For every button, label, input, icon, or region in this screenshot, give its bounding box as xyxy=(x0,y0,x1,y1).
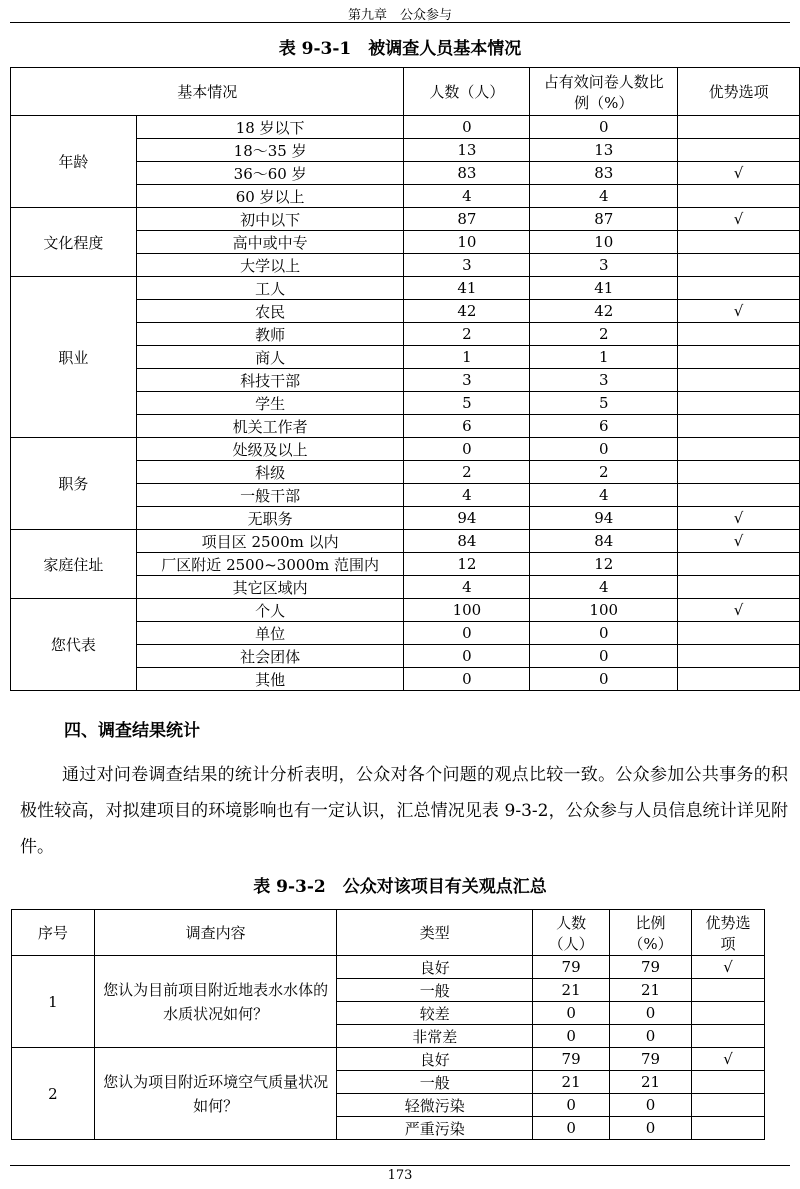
pct-cell: 2 xyxy=(530,323,678,346)
item-cell: 18 岁以下 xyxy=(136,116,404,139)
pct-cell: 0 xyxy=(530,116,678,139)
pct-cell: 100 xyxy=(530,599,678,622)
item-cell: 60 岁以上 xyxy=(136,185,404,208)
group-label: 文化程度 xyxy=(11,208,137,277)
count-cell: 79 xyxy=(533,1048,610,1071)
advantage-cell xyxy=(678,576,800,599)
pct-cell: 6 xyxy=(530,415,678,438)
count-cell: 0 xyxy=(404,668,530,691)
count-cell: 6 xyxy=(404,415,530,438)
question-number: 1 xyxy=(12,956,95,1048)
type-cell: 良好 xyxy=(337,956,533,979)
header-rule xyxy=(10,22,790,23)
count-cell: 2 xyxy=(404,461,530,484)
running-header: 第九章 公众参与 xyxy=(347,8,452,23)
item-cell: 社会团体 xyxy=(136,645,404,668)
pct-cell: 12 xyxy=(530,553,678,576)
item-cell: 项目区 2500m 以内 xyxy=(136,530,404,553)
item-cell: 农民 xyxy=(136,300,404,323)
pct-cell: 1 xyxy=(530,346,678,369)
item-cell: 科级 xyxy=(136,461,404,484)
item-cell: 高中或中专 xyxy=(136,231,404,254)
item-cell: 厂区附近 2500~3000m 范围内 xyxy=(136,553,404,576)
item-cell: 科技干部 xyxy=(136,369,404,392)
advantage-cell: √ xyxy=(692,1048,765,1071)
advantage-cell xyxy=(678,139,800,162)
question-content: 您认为项目附近环境空气质量状况如何？ xyxy=(94,1048,337,1140)
page-number: 173 xyxy=(387,1168,413,1183)
count-cell: 2 xyxy=(404,323,530,346)
question-number: 2 xyxy=(12,1048,95,1140)
count-cell: 3 xyxy=(404,369,530,392)
advantage-cell xyxy=(692,979,765,1002)
pct-cell: 79 xyxy=(610,956,692,979)
item-cell: 学生 xyxy=(136,392,404,415)
pct-cell: 0 xyxy=(610,1025,692,1048)
group-label: 家庭住址 xyxy=(11,530,137,599)
table2-body xyxy=(12,956,765,1140)
type-cell: 良好 xyxy=(337,1048,533,1071)
count-cell: 42 xyxy=(404,300,530,323)
pct-cell: 84 xyxy=(530,530,678,553)
item-cell: 处级及以上 xyxy=(136,438,404,461)
type-cell: 非常差 xyxy=(337,1025,533,1048)
count-cell: 41 xyxy=(404,277,530,300)
advantage-cell xyxy=(678,622,800,645)
count-cell: 83 xyxy=(404,162,530,185)
item-cell: 个人 xyxy=(136,599,404,622)
pct-cell: 3 xyxy=(530,369,678,392)
count-cell: 4 xyxy=(404,185,530,208)
table-row xyxy=(11,208,800,231)
advantage-cell xyxy=(678,438,800,461)
count-cell: 79 xyxy=(533,956,610,979)
item-cell: 其它区域内 xyxy=(136,576,404,599)
pct-cell: 10 xyxy=(530,231,678,254)
table2-header-content: 调查内容 xyxy=(94,910,337,956)
table2-header-no: 序号 xyxy=(12,910,95,956)
table1 xyxy=(10,67,800,691)
pct-cell: 0 xyxy=(610,1002,692,1025)
pct-cell: 42 xyxy=(530,300,678,323)
pct-cell: 0 xyxy=(530,668,678,691)
advantage-cell xyxy=(692,1002,765,1025)
table-row xyxy=(12,956,765,979)
pct-cell: 79 xyxy=(610,1048,692,1071)
item-cell: 36～60 岁 xyxy=(136,162,404,185)
count-cell: 5 xyxy=(404,392,530,415)
advantage-cell xyxy=(678,231,800,254)
pct-cell: 41 xyxy=(530,277,678,300)
table2 xyxy=(11,909,765,1140)
advantage-cell xyxy=(678,392,800,415)
pct-cell: 13 xyxy=(530,139,678,162)
question-content: 您认为目前项目附近地表水水体的水质状况如何？ xyxy=(94,956,337,1048)
count-cell: 0 xyxy=(404,645,530,668)
count-cell: 94 xyxy=(404,507,530,530)
footer-rule xyxy=(10,1165,790,1166)
advantage-cell xyxy=(692,1071,765,1094)
advantage-cell: √ xyxy=(678,530,800,553)
item-cell: 商人 xyxy=(136,346,404,369)
advantage-cell xyxy=(678,116,800,139)
advantage-cell: √ xyxy=(678,208,800,231)
table1-header-pct: 占有效问卷人数比例（%） xyxy=(530,68,678,116)
pct-cell: 21 xyxy=(610,1071,692,1094)
advantage-cell xyxy=(692,1094,765,1117)
pct-cell: 4 xyxy=(530,576,678,599)
group-label: 职业 xyxy=(11,277,137,438)
item-cell: 教师 xyxy=(136,323,404,346)
item-cell: 无职务 xyxy=(136,507,404,530)
count-cell: 1 xyxy=(404,346,530,369)
count-cell: 4 xyxy=(404,576,530,599)
group-label: 年龄 xyxy=(11,116,137,208)
pct-cell: 5 xyxy=(530,392,678,415)
advantage-cell xyxy=(692,1117,765,1140)
count-cell: 0 xyxy=(533,1002,610,1025)
type-cell: 一般 xyxy=(337,979,533,1002)
advantage-cell xyxy=(678,484,800,507)
pct-cell: 83 xyxy=(530,162,678,185)
advantage-cell: √ xyxy=(678,599,800,622)
group-label: 职务 xyxy=(11,438,137,530)
pct-cell: 4 xyxy=(530,484,678,507)
item-cell: 其他 xyxy=(136,668,404,691)
type-cell: 较差 xyxy=(337,1002,533,1025)
table-row xyxy=(11,599,800,622)
body-paragraph: 通过对问卷调查结果的统计分析表明，公众对各个问题的观点比较一致。公众参加公共事务的积极性较高，对拟建项目的环境影响也有一定认识，汇总情况见表 9-3-2，公众参与人员信息统计详见附件。 xyxy=(20,765,788,857)
table2-caption: 表 9-3-2 公众对该项目有关观点汇总 xyxy=(253,877,547,897)
table1-header-count: 人数（人） xyxy=(404,68,530,116)
count-cell: 100 xyxy=(404,599,530,622)
pct-cell: 0 xyxy=(530,438,678,461)
pct-cell: 0 xyxy=(610,1094,692,1117)
count-cell: 12 xyxy=(404,553,530,576)
item-cell: 工人 xyxy=(136,277,404,300)
count-cell: 0 xyxy=(533,1117,610,1140)
table-row xyxy=(11,530,800,553)
table2-header-adv: 优势选项 xyxy=(692,910,765,956)
advantage-cell: √ xyxy=(678,162,800,185)
advantage-cell xyxy=(678,277,800,300)
item-cell: 18～35 岁 xyxy=(136,139,404,162)
count-cell: 0 xyxy=(533,1094,610,1117)
count-cell: 3 xyxy=(404,254,530,277)
advantage-cell xyxy=(678,415,800,438)
count-cell: 13 xyxy=(404,139,530,162)
advantage-cell xyxy=(678,185,800,208)
advantage-cell xyxy=(692,1025,765,1048)
count-cell: 0 xyxy=(404,622,530,645)
table-row xyxy=(12,1048,765,1071)
advantage-cell xyxy=(678,369,800,392)
advantage-cell: √ xyxy=(692,956,765,979)
pct-cell: 0 xyxy=(530,622,678,645)
item-cell: 单位 xyxy=(136,622,404,645)
count-cell: 0 xyxy=(404,116,530,139)
count-cell: 21 xyxy=(533,979,610,1002)
group-label: 您代表 xyxy=(11,599,137,691)
table-row xyxy=(11,277,800,300)
advantage-cell xyxy=(678,461,800,484)
item-cell: 初中以下 xyxy=(136,208,404,231)
pct-cell: 87 xyxy=(530,208,678,231)
type-cell: 轻微污染 xyxy=(337,1094,533,1117)
advantage-cell xyxy=(678,553,800,576)
table-row xyxy=(11,438,800,461)
table2-header-count: 人数（人） xyxy=(533,910,610,956)
pct-cell: 3 xyxy=(530,254,678,277)
advantage-cell xyxy=(678,645,800,668)
pct-cell: 0 xyxy=(610,1117,692,1140)
count-cell: 84 xyxy=(404,530,530,553)
count-cell: 87 xyxy=(404,208,530,231)
table1-header-basic: 基本情况 xyxy=(11,68,404,116)
item-cell: 机关工作者 xyxy=(136,415,404,438)
count-cell: 0 xyxy=(404,438,530,461)
advantage-cell xyxy=(678,323,800,346)
advantage-cell xyxy=(678,254,800,277)
section-title: 四、调查结果统计 xyxy=(64,721,200,741)
table-row xyxy=(11,116,800,139)
count-cell: 10 xyxy=(404,231,530,254)
table2-header-pct: 比例（%） xyxy=(610,910,692,956)
count-cell: 4 xyxy=(404,484,530,507)
item-cell: 一般干部 xyxy=(136,484,404,507)
table1-caption: 表 9-3-1 被调查人员基本情况 xyxy=(278,39,522,59)
pct-cell: 21 xyxy=(610,979,692,1002)
type-cell: 严重污染 xyxy=(337,1117,533,1140)
advantage-cell xyxy=(678,668,800,691)
pct-cell: 4 xyxy=(530,185,678,208)
table1-header-adv: 优势选项 xyxy=(678,68,800,116)
pct-cell: 94 xyxy=(530,507,678,530)
advantage-cell: √ xyxy=(678,507,800,530)
table2-header-type: 类型 xyxy=(337,910,533,956)
item-cell: 大学以上 xyxy=(136,254,404,277)
advantage-cell xyxy=(678,346,800,369)
pct-cell: 0 xyxy=(530,645,678,668)
table1-body xyxy=(11,116,800,691)
count-cell: 0 xyxy=(533,1025,610,1048)
advantage-cell: √ xyxy=(678,300,800,323)
type-cell: 一般 xyxy=(337,1071,533,1094)
count-cell: 21 xyxy=(533,1071,610,1094)
pct-cell: 2 xyxy=(530,461,678,484)
